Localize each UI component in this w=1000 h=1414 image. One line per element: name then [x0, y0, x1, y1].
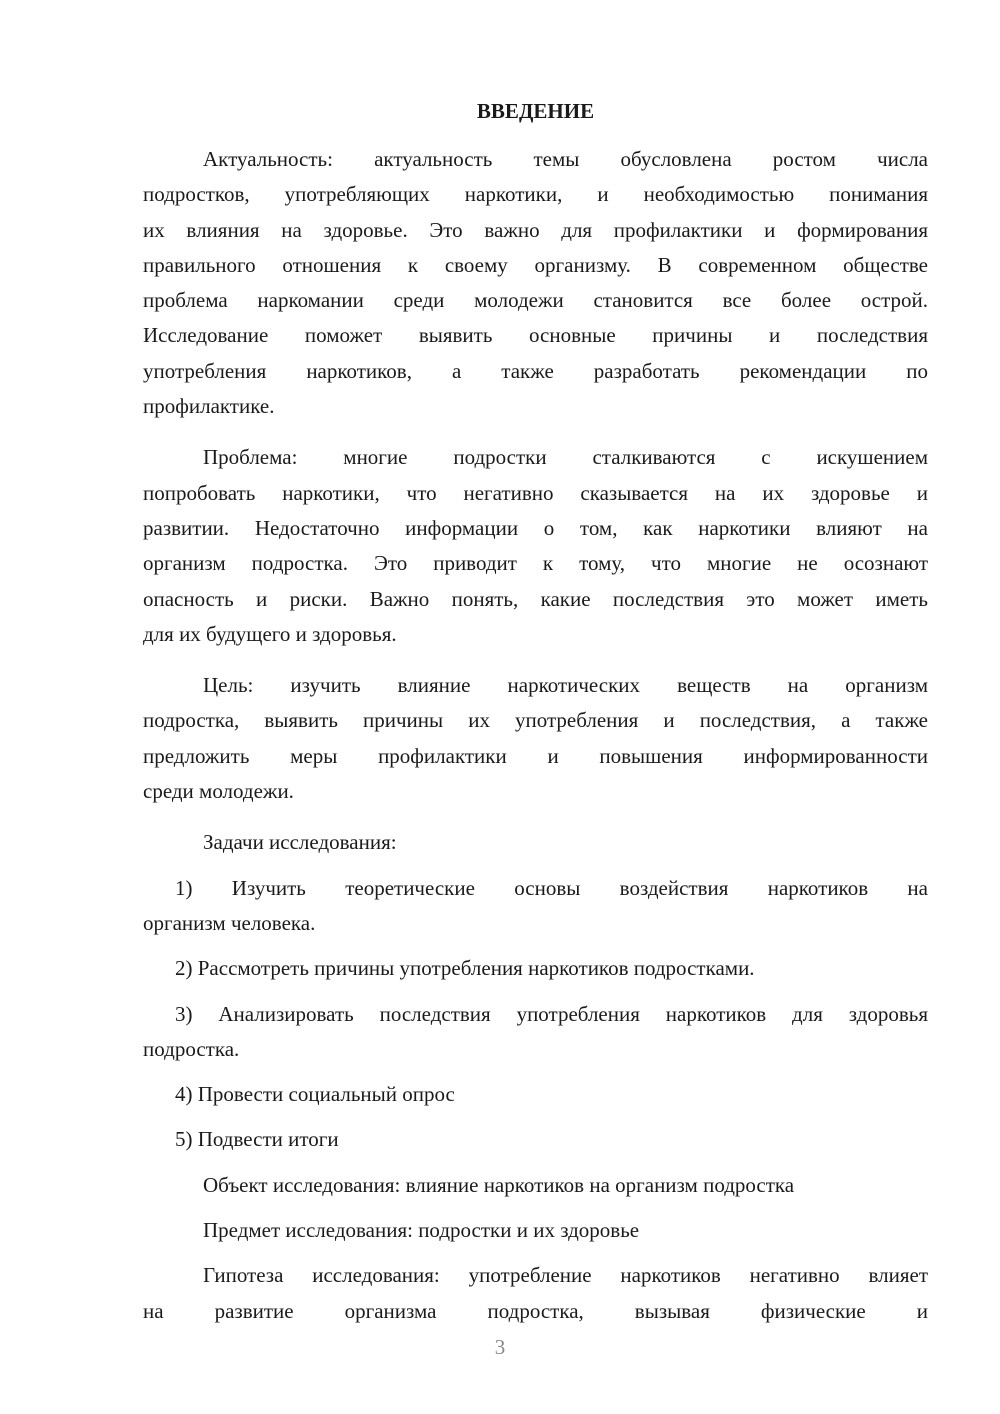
- text-line: предложить меры профилактики и повышения информированности: [143, 743, 928, 768]
- text-line: для их будущего и здоровья.: [143, 621, 397, 646]
- text-line: Исследование поможет выявить основные причины и последствия: [143, 323, 928, 348]
- task-item-2: 2) Рассмотреть причины употребления наркотиков подростками.: [175, 956, 755, 981]
- research-object: Объект исследования: влияние наркотиков на организм подростка: [203, 1172, 795, 1197]
- text-line: правильного отношения к своему организму. В современном обществе: [143, 252, 928, 277]
- text-line: подростков, употребляющих наркотики, и необходимостью понимания: [143, 182, 928, 207]
- task-item-1: [143, 871, 928, 942]
- text-line: попробовать наркотики, что негативно сказывается на их здоровье и: [143, 480, 928, 505]
- text-line: 3) Анализировать последствия употребления наркотиков для здоровья: [175, 1001, 928, 1026]
- text-line: Актуальность: актуальность темы обусловлена ростом числа: [203, 147, 928, 171]
- text-line: подростка.: [143, 1036, 240, 1061]
- text-line: их влияния на здоровье. Это важно для профилактики и формирования: [143, 217, 928, 242]
- relevance-paragraph: [143, 142, 928, 424]
- goal-paragraph: [143, 668, 928, 809]
- task-item-3: [143, 997, 928, 1068]
- research-subject: Предмет исследования: подростки и их здоровье: [203, 1218, 640, 1243]
- text-line: организм подростка. Это приводит к тому, что многие не осознают: [143, 551, 928, 576]
- text-line: проблема наркомании среди молодежи становится все более острой.: [143, 288, 928, 313]
- text-line: Гипотеза исследования: употребление наркотиков негативно влияет: [203, 1263, 928, 1288]
- text-line: Проблема: многие подростки сталкиваются с искушением: [203, 445, 928, 470]
- page-title: ВВЕДЕНИЕ: [476, 99, 595, 123]
- text-line: подростка, выявить причины их употребления и последствия, а также: [143, 708, 928, 733]
- text-line: Цель: изучить влияние наркотических веществ на организм: [203, 673, 928, 698]
- problem-paragraph: [143, 440, 928, 652]
- text-line: организм человека.: [143, 910, 316, 935]
- text-line: среди молодежи.: [143, 779, 294, 804]
- task-item-4: 4) Провести социальный опрос: [175, 1082, 455, 1107]
- page-number: 3: [494, 1335, 506, 1359]
- text-line: профилактике.: [143, 394, 275, 419]
- text-line: 1) Изучить теоретические основы воздействия наркотиков на: [175, 875, 928, 900]
- text-line: развитии. Недостаточно информации о том, как наркотики влияют на: [143, 515, 928, 540]
- tasks-heading: Задачи исследования:: [203, 830, 397, 855]
- task-item-5: 5) Подвести итоги: [175, 1127, 339, 1152]
- document-body: [143, 94, 928, 1345]
- hypothesis-paragraph: [143, 1258, 928, 1329]
- text-line: на развитие организма подростка, вызывая физические и: [143, 1298, 928, 1323]
- text-line: употребления наркотиков, а также разработать рекомендации по: [143, 358, 928, 383]
- text-line: опасность и риски. Важно понять, какие последствия это может иметь: [143, 586, 928, 611]
